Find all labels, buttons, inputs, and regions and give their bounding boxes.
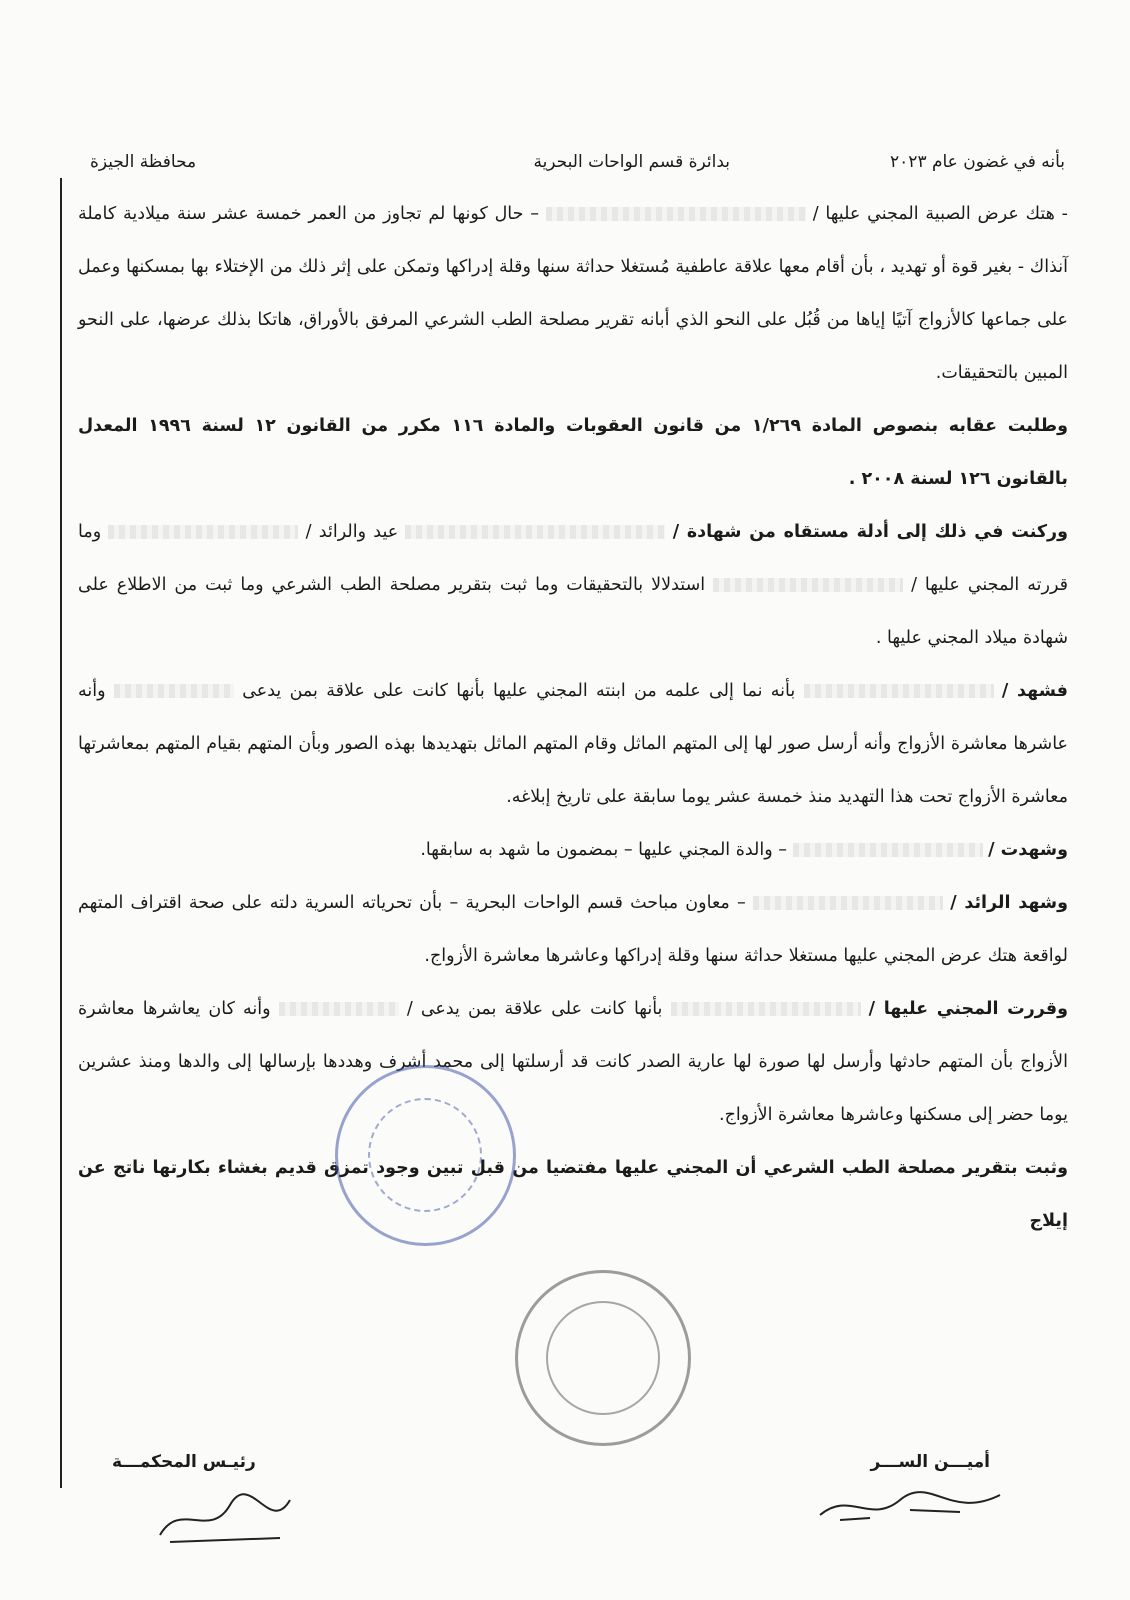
testimony-text: – والدة المجني عليها – بمضمون ما شهد به سابقها. (420, 840, 788, 860)
redacted-name (546, 207, 806, 221)
redacted-name (671, 1002, 861, 1016)
testimony-label: وشهدت / (988, 840, 1068, 860)
redacted-name (279, 1002, 399, 1016)
testimony-label: وشهد الرائد / (950, 893, 1068, 913)
margin-rule (60, 178, 62, 1488)
paragraph-charge (78, 188, 1068, 400)
redacted-name (108, 525, 298, 539)
testimony-text: بأنه نما إلى علمه من ابنته المجني عليها بأنها كانت على علاقة بمن يدعى (242, 681, 796, 701)
testimony-label: فشهد / (1001, 681, 1068, 701)
redacted-name (114, 684, 234, 698)
paragraph-evidence (78, 506, 1068, 665)
testimony-text: – معاون مباحث قسم الواحات البحرية – بأن تحرياته السرية دلته على صحة اقتراف المتهم لواقعة هتك عرض المجني عليها مستغلا حداثة سنها وقلة إدراكها وعاشرها معاشرة الأزواج. (78, 893, 1068, 966)
paragraph-testimony-father (78, 665, 1068, 824)
evidence-witness: عيد والرائد / (305, 522, 399, 542)
redacted-name (753, 896, 943, 910)
charge-intro: - هتك عرض الصبية المجني عليها / (812, 204, 1069, 224)
redacted-name (804, 684, 994, 698)
evidence-victim: وما قررته المجني عليها / (78, 522, 1068, 595)
statement-label: وقررت المجني عليها / (868, 999, 1068, 1019)
paragraph-testimony-mother (78, 824, 1068, 877)
court-president-signature (150, 1480, 300, 1550)
redacted-name (713, 578, 903, 592)
penalty-text: وطلبت عقابه بنصوص المادة ١/٢٦٩ من قانون العقوبات والمادة ١١٦ مكرر من القانون ١٢ لسنة ١٩٩٦ المعدل بالقانون ١٢٦ لسنة ٢٠٠٨ . (78, 416, 1068, 489)
secretary-signature-title: أميـــن الســـر (870, 1452, 990, 1472)
header-department: بدائرة قسم الواحات البحرية (533, 152, 730, 172)
document-body (78, 188, 1068, 1248)
evidence-intro: وركنت في ذلك إلى أدلة مستقاه من شهادة / (672, 522, 1068, 542)
secretary-signature (810, 1480, 1010, 1530)
ministry-seal (515, 1270, 691, 1446)
statement-text: بأنها كانت على علاقة بمن يدعى / (406, 999, 663, 1019)
forensic-text: وثبت بتقرير مصلحة الطب الشرعي أن المجني عليها مفتضيا من قبل تبين وجود تمزق قديم بغشاء بكارتها ناتج عن إيلاج (78, 1158, 1068, 1231)
header-date: بأنه في غضون عام ٢٠٢٣ (890, 152, 1065, 172)
statement-text-cont: وأنه كان يعاشرها معاشرة الأزواج بأن المتهم حادثها وأرسل لها صورة لها عارية الصدر كانت قد أرسلتها إلى محمد أشرف وهددها بإرسالها إلى والدها ومنذ عشرين يوما حضر إلى مسكنها وعاشرها معاشرة الأزواج. (78, 999, 1068, 1125)
header-governorate: محافظة الجيزة (90, 152, 197, 172)
redacted-name (793, 843, 983, 857)
redacted-name (405, 525, 665, 539)
document-header (90, 152, 1065, 182)
paragraph-victim-statement (78, 983, 1068, 1142)
paragraph-testimony-officer (78, 877, 1068, 983)
court-president-signature-title: رئيـس المحكمـــة (112, 1452, 256, 1472)
evidence-basis: استدلالا بالتحقيقات وما ثبت بتقرير مصلحة الطب الشرعي وما ثبت من الاطلاع على شهادة ميلاد المجني عليها . (78, 575, 1068, 648)
charge-text: – حال كونها لم تجاوز من العمر خمسة عشر سنة ميلادية كاملة آنذاك - بغير قوة أو تهديد ، بأن أقام معها علاقة عاطفية مُستغلا حداثة سنها وقلة إدراكها وتمكن على إثر ذلك من الإختلاء بها بمسكنها وعمل على جماعها كالأزواج آتيًا إياها من قُبُل على النحو الذي أبانه تقرير مصلحة الطب الشرعي المرفق بالأوراق، هاتكا بذلك عرضها، على النحو المبين بالتحقيقات. (78, 204, 1068, 383)
paragraph-forensic (78, 1142, 1068, 1248)
testimony-text-cont: وأنه عاشرها معاشرة الأزواج وأنه أرسل صور لها إلى المتهم الماثل وقام المتهم الماثل بتهديدها بهذه الصور وبأن المتهم بقيام المتهم بمعاشرتها معاشرة الأزواج تحت هذا التهديد منذ خمسة عشر يوما سابقة على تاريخ إبلاغه. (78, 681, 1068, 807)
paragraph-penalty (78, 400, 1068, 506)
